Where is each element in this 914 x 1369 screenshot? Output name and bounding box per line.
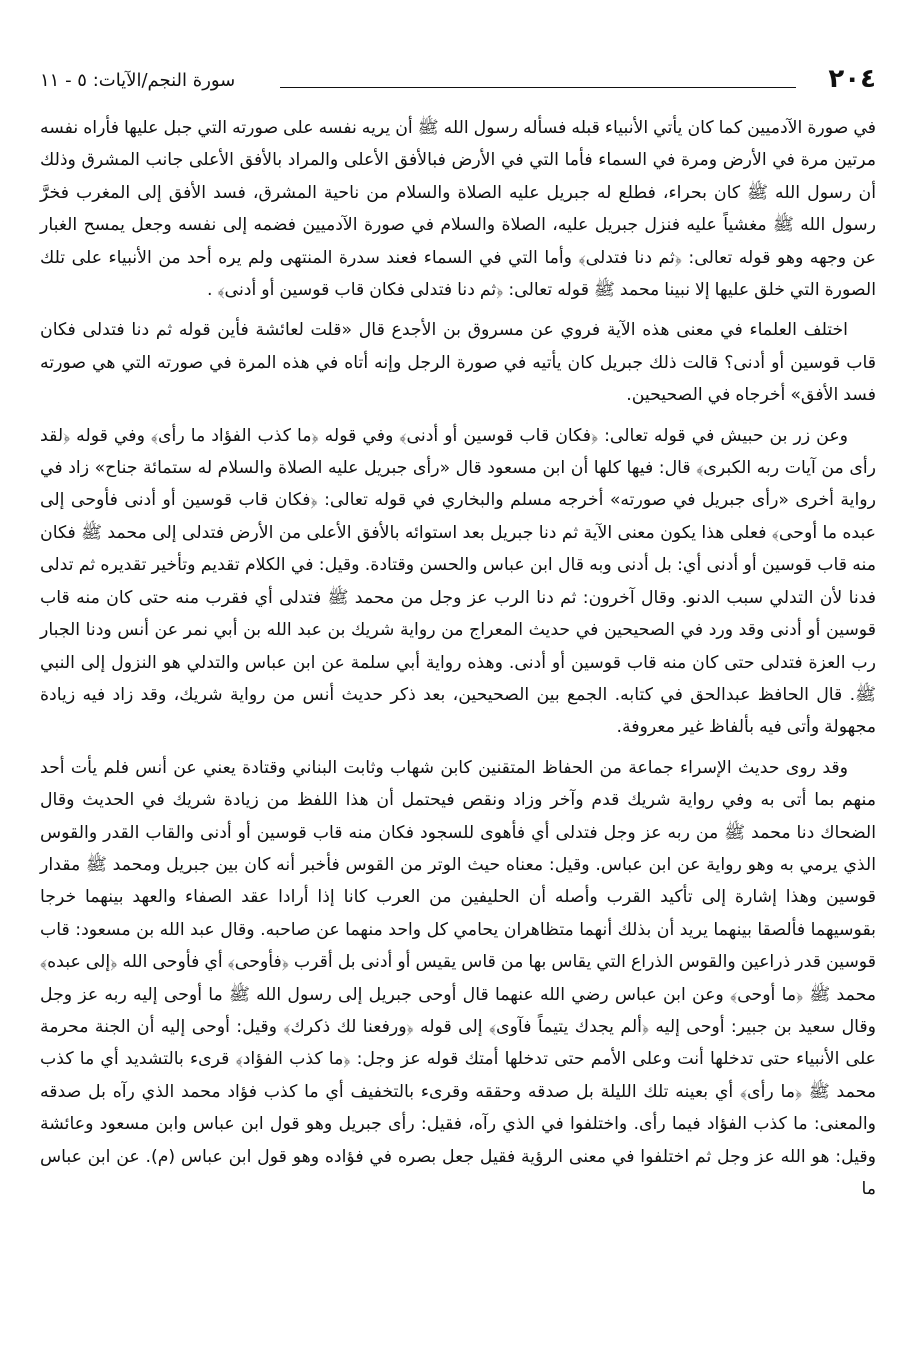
- paragraph: وقد روى حديث الإسراء جماعة من الحفاظ المتقنين كابن شهاب وثابت البناني وقتادة يعني عن أنس فلم يأت أحد منهم بما أتى به وفي رواية شريك قدم وآخر وزاد ونقص فيحتمل أن هذا اللفظ من زيادة شريك في الحديث وقال الضحاك دنا محمد ﷺ من ربه عز وجل فتدلى أي فأهوى للسجود فكان منه قاب قوسين أو أدنى والقاب القدر والقوس الذي يرمي به وهو رواية عن ابن عباس. وقيل: معناه حيث الوتر من القوس فأخبر أنه كان بين جبريل ومحمد ﷺ مقدار قوسين وهذا إشارة إلى تأكيد القرب وأصله أن الحليفين من العرب كانا إذا أرادا عقد الصفاء والعهد بينهما خرجا بقوسيهما فألصقا بينهما يريد أن بذلك أنهما متظاهران يحامي كل واحد منهما عن صاحبه. وقال عبد الله بن مسعود: قاب قوسين قدر ذراعين والقوس الذراع التي يقاس بها من قاس يقيس أو أدنى بل أقرب ﴿فأوحى﴾ أي فأوحى الله ﴿إلى عبده﴾ محمد ﷺ ﴿ما أوحى﴾ وعن ابن عباس رضي الله عنهما قال أوحى جبريل إلى رسول الله ﷺ ما أوحى إليه ربه عز وجل وقال سعيد بن جبير: أوحى إليه ﴿ألم يجدك يتيماً فآوى﴾ إلى قوله ﴿ورفعنا لك ذكرك﴾ وقيل: أوحى إليه أن الجنة محرمة على الأنبياء حتى تدخلها أنت وعلى الأمم حتى تدخلها أمتك قوله عز وجل: ﴿ما كذب الفؤاد﴾ قرىء بالتشديد أي ما كذب محمد ﷺ ﴿ما رأى﴾ أي بعينه تلك الليلة بل صدقه وحققه وقرىء بالتخفيف أي ما كذب فؤاد محمد الذي رآه بل صدقه والمعنى: ما كذب الفؤاد فيما رأى. واختلفوا في الذي رآه، فقيل: رأى جبريل وهو قول ابن عباس وابن مسعود وعائشة وقيل: هو الله عز وجل ثم اختلفوا في معنى الرؤية فقيل جعل بصره في فؤاده وهو قول ابن عباس (م). عن ابن عباس ما: [40, 757, 876, 1199]
- paragraph: وعن زر بن حبيش في قوله تعالى: ﴿فكان قاب قوسين أو أدنى﴾ وفي قوله ﴿ما كذب الفؤاد ما رأى﴾ وفي قوله ﴿لقد رأى من آيات ربه الكبرى﴾ قال: فيها كلها أن ابن مسعود قال «رأى جبريل عليه الصلاة والسلام له ستمائة جناح» زاد في رواية أخرى «رأى جبريل في صورته» أخرجه مسلم والبخاري في قوله تعالى: ﴿فكان قاب قوسين أو أدنى فأوحى إلى عبده ما أوحى﴾ فعلى هذا يكون معنى الآية ثم دنا جبريل بعد استوائه بالأفق الأعلى من الأرض فتدلى إلى محمد ﷺ فكان منه قاب قوسين أو أدنى أي: بل أدنى وبه قال ابن عباس والحسن وقتادة. وقيل: في الكلام تقديم وتأخير تقديره ثم تدلى فدنا لأن التدلي سبب الدنو. وقال آخرون: ثم دنا الرب عز وجل من محمد ﷺ فتدلى أي فقرب منه حتى كان منه قاب قوسين أو أدنى وقد ورد في الصحيحين في حديث المعراج من رواية شريك بن عبد الله بن أبي نمر عن أنس ودنا الجبار رب العزة فتدلى حتى كان منه قاب قوسين أو أدنى. وهذه رواية أبي سلمة عن ابن عباس والتدلي هو النزول إلى النبي ﷺ. قال الحافظ عبدالحق في كتابه. الجمع بين الصحيحين، بعد ذكر حديث أنس من رواية شريك، وقد زاد فيه زيادة مجهولة وأتى فيه بألفاظ غير معروفة.: [40, 425, 876, 738]
- page-header: [40, 62, 876, 96]
- header-rule: [280, 87, 796, 88]
- paragraph: في صورة الآدميين كما كان يأتي الأنبياء قبله فسأله رسول الله ﷺ أن يريه نفسه على صورته التي جبل عليها فأراه نفسه مرتين مرة في الأرض ومرة في السماء فأما التي في الأرض فبالأفق الأعلى والمراد بالأفق الأعلى جانب المشرق وذلك أن رسول الله ﷺ كان بحراء، فطلع له جبريل عليه الصلاة والسلام من ناحية المشرق، فسد الأفق إلى المغرب فخرَّ رسول الله ﷺ مغشياً عليه فنزل جبريل عليه، الصلاة والسلام في صورة الآدميين فضمه إلى نفسه وجعل يمسح الغبار عن وجهه وهو قوله تعالى: ﴿ثم دنا فتدلى﴾ وأما التي في السماء فعند سدرة المنتهى ولم يره أحد من الأنبياء على تلك الصورة التي خلق عليها إلا نبينا محمد ﷺ قوله تعالى: ﴿ثم دنا فتدلى فكان قاب قوسين أو أدنى﴾ .: [40, 118, 876, 301]
- body-text: [40, 112, 876, 1205]
- book-page: [40, 62, 876, 1352]
- running-title: سورة النجم/الآيات: ٥ - ١١: [40, 70, 236, 91]
- paragraph: اختلف العلماء في معنى هذه الآية فروي عن مسروق بن الأجدع قال «قلت لعائشة فأين قوله ثم دنا فتدلى فكان قاب قوسين أو أدنى؟ قالت ذلك جبريل كان يأتيه في صورة الرجل وإنه أتاه في هذه المرة في صورته التي هي صورته فسد الأفق» أخرجاه في الصحيحين.: [40, 320, 876, 406]
- page-number: ٢٠٤: [828, 64, 876, 94]
